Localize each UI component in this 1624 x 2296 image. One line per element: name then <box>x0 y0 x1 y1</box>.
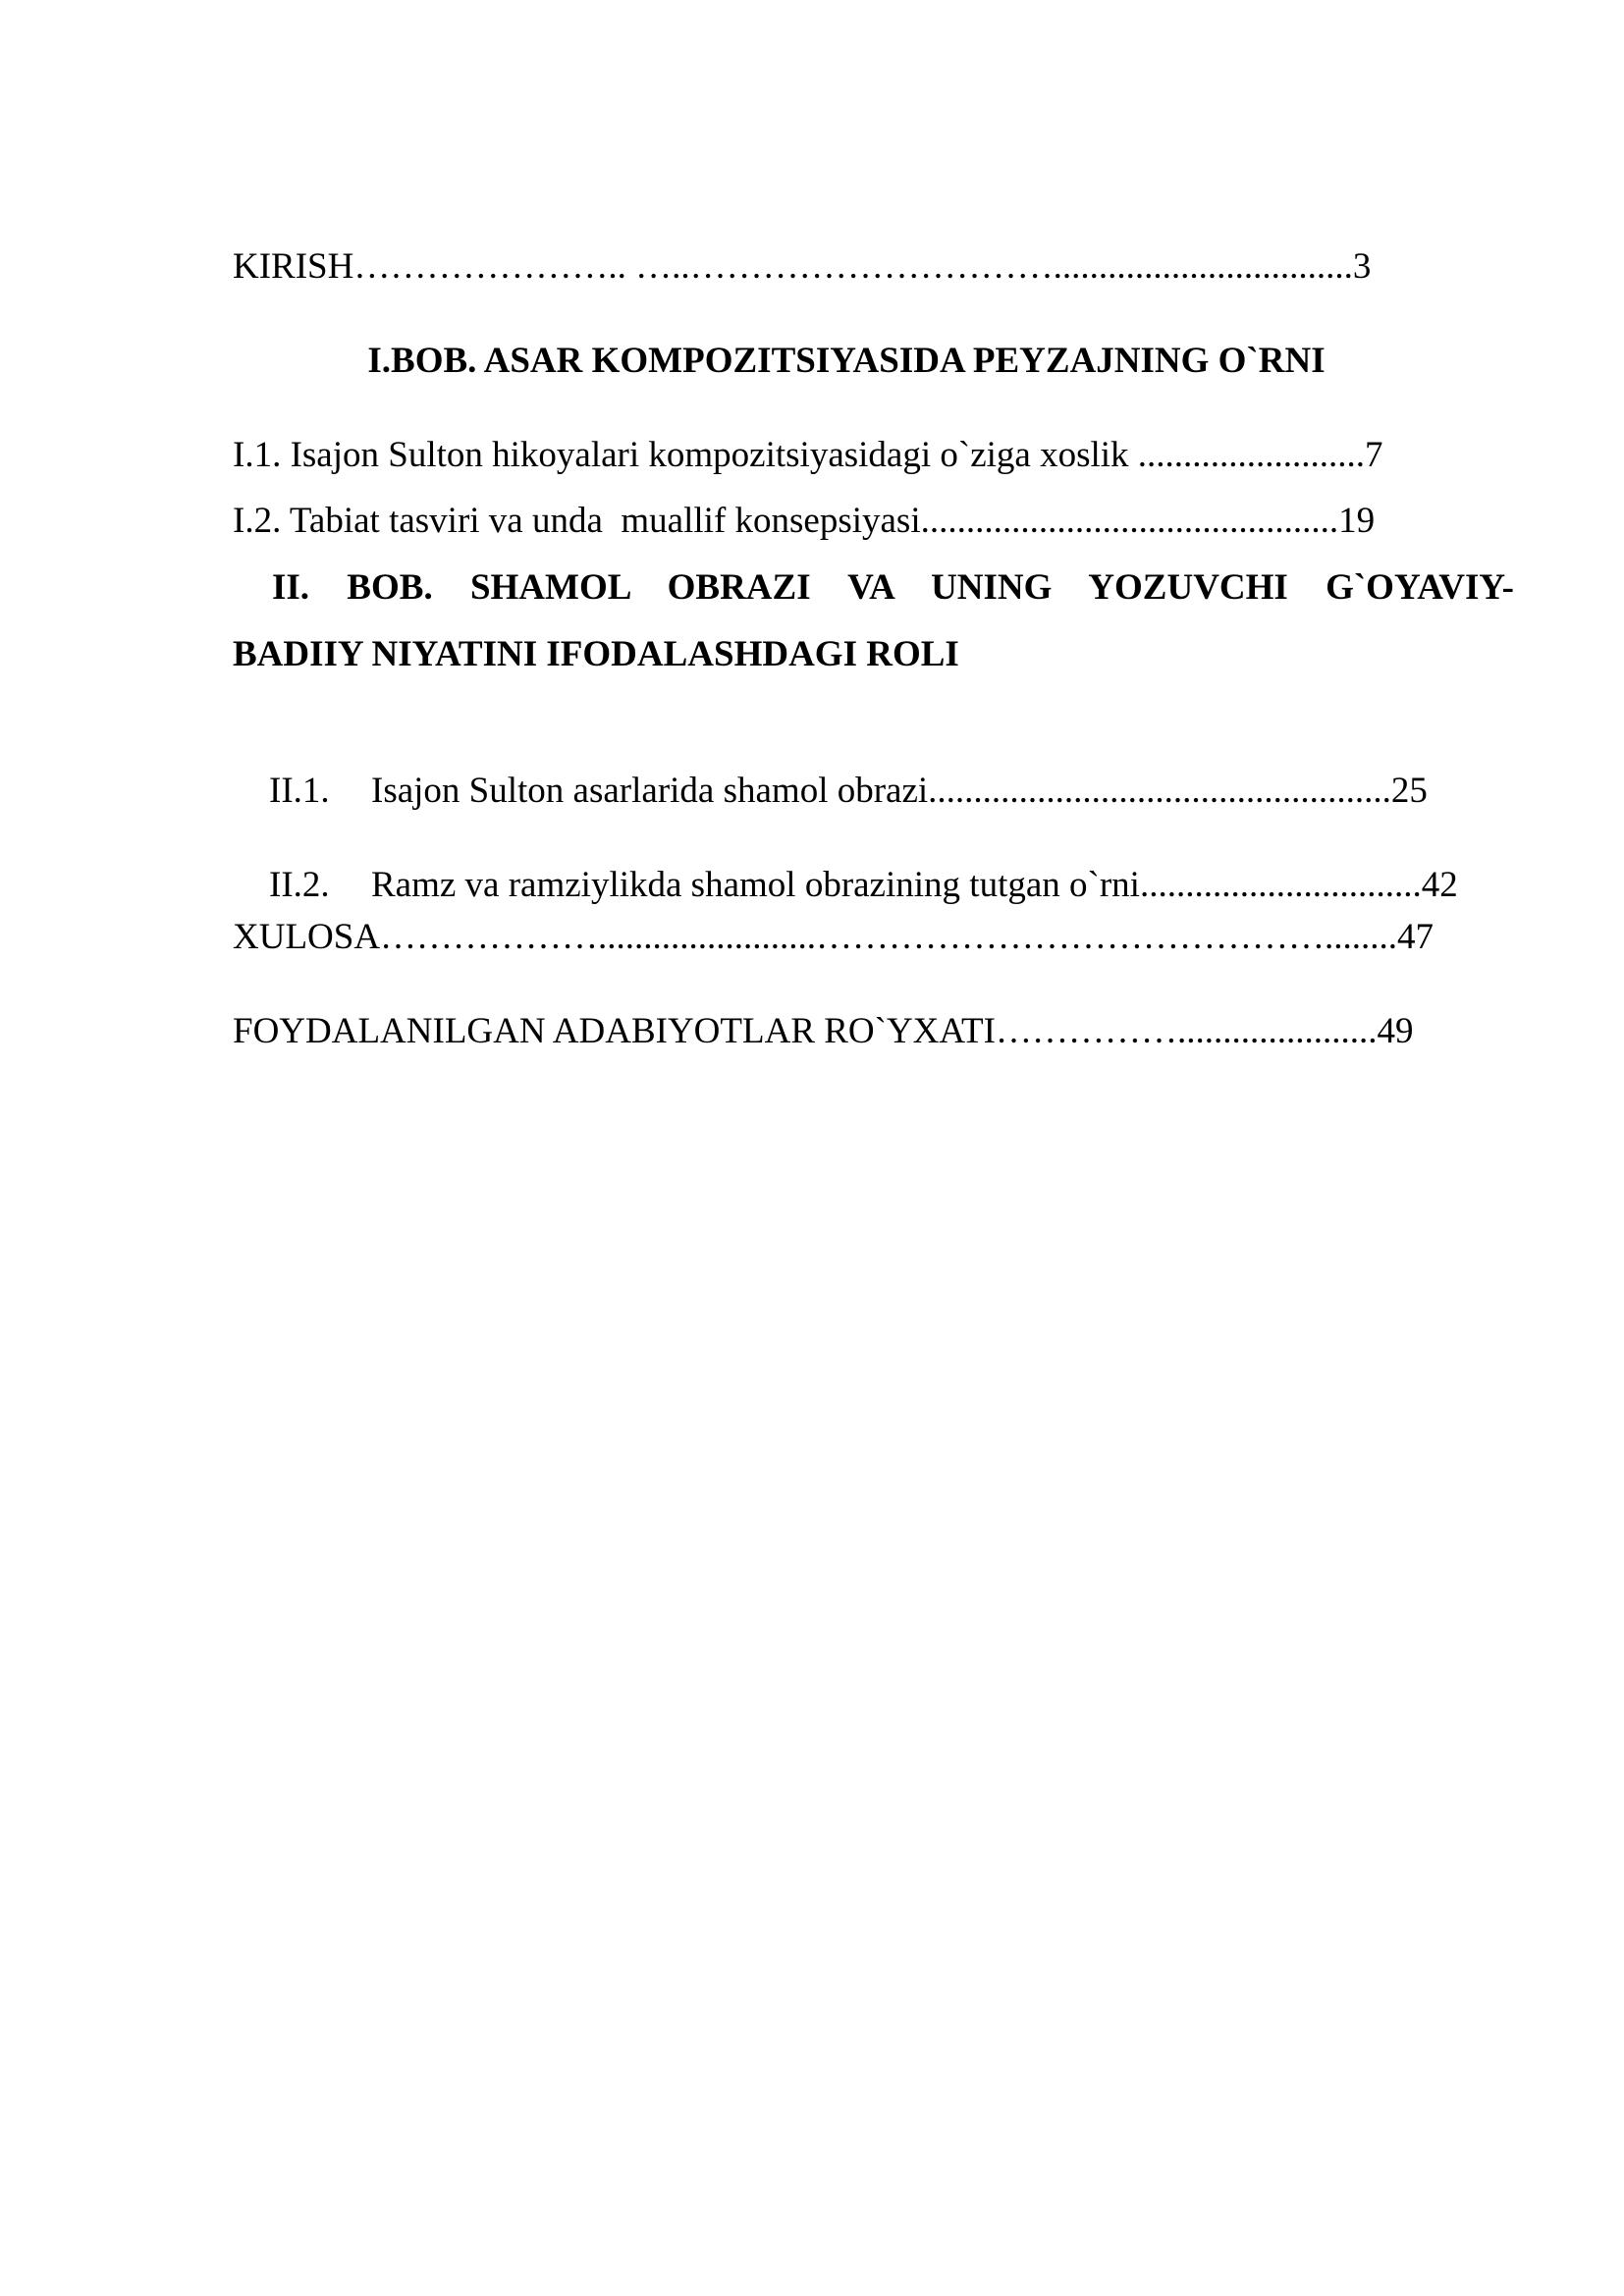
toc-entry-number: II.1. <box>269 771 330 811</box>
toc-entry-1-2: I.2. Tabiat tasviri va unda muallif konsepsiyasi..............................................19 <box>233 501 1376 541</box>
toc-chapter2-heading-line1: II. BOB. SHAMOL OBRAZI VA UNING YOZUVCHI G`OYAVIY- <box>272 567 1514 608</box>
toc-entry-text: Ramz va ramziylikda shamol obrazining tutgan o`rni...............................42 <box>371 865 1458 905</box>
toc-entry-kirish: KIRISH………………….. …..………………………….................................3 <box>233 246 1372 287</box>
toc-entry-1-1: I.1. Isajon Sulton hikoyalari kompozitsiyasidagi o`ziga xoslik .........................7 <box>233 435 1383 475</box>
toc-chapter1-heading: I.BOB. ASAR KOMPOZITSIYASIDA PEYZAJNING O`RNI <box>367 341 1326 381</box>
toc-entry-adabiyotlar: FOYDALANILGAN ADABIYOTLAR RO`YXATI……………......................49 <box>233 1011 1414 1051</box>
toc-chapter2-heading-line2: BADIIY NIYATINI IFODALASHDAGI ROLI <box>233 634 959 674</box>
toc-entry-xulosa: XULOSA………………........................……………………………………........47 <box>233 917 1435 957</box>
toc-entry-number: II.2. <box>269 865 330 905</box>
toc-entry-text: Isajon Sulton asarlarida shamol obrazi...................................................25 <box>371 771 1428 811</box>
